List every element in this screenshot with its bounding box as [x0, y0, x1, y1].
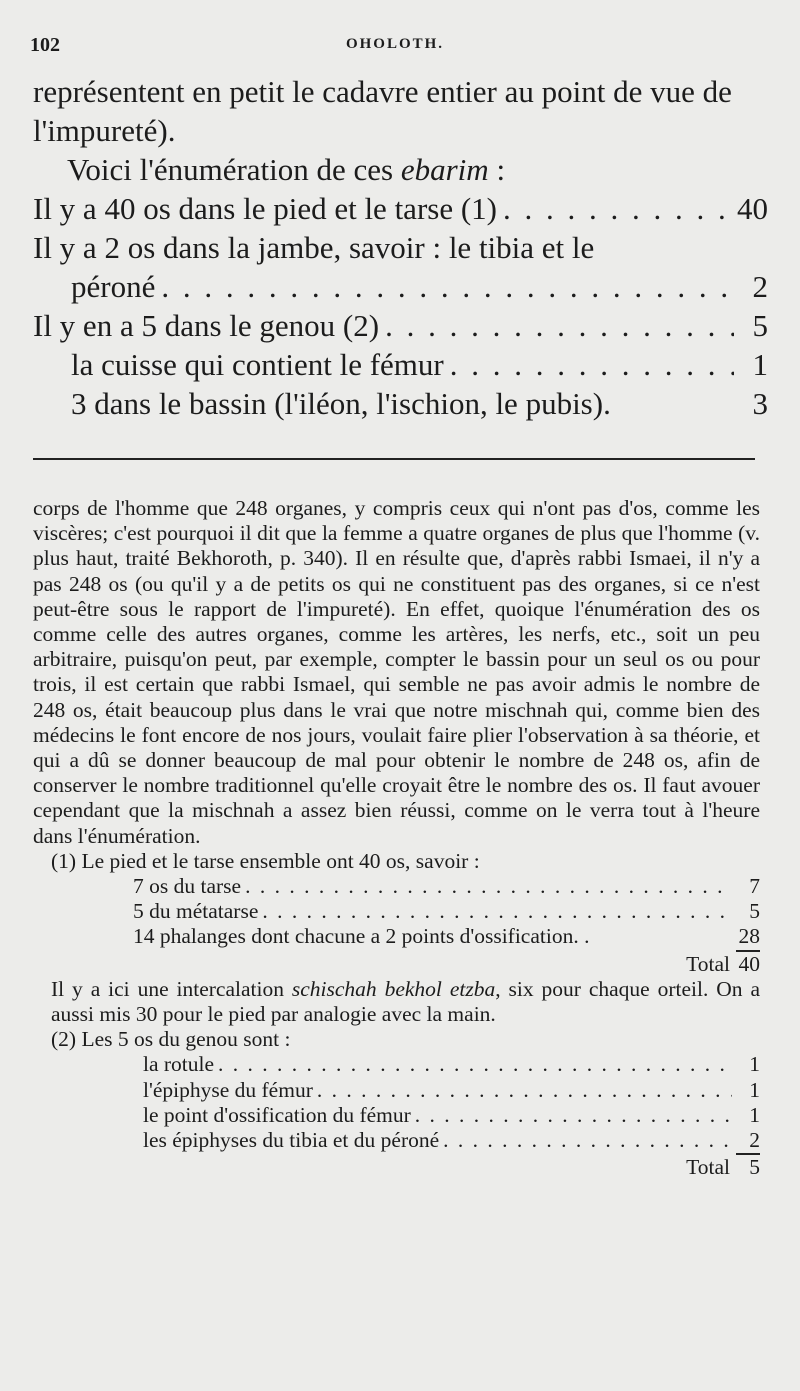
- footnote-continuation: corps de l'homme que 248 organes, y compris ceux qui n'ont pas d'os, comme les viscères; c'est pourquoi il dit que la femme a quatre organes de plus que l'homme (v. plus haut, traité Bekhoroth, p. 340). Il en résulte que, d'après rabbi Ismaei, il n'y a pas 248 os (ou qu'il y a de petits os qui ne constituent pas des organes, si ce n'est peut-être sous le rapport de l'impureté). En effet, quoique l'énumération des os comme celle des autres organes, comme les artères, les nerfs, etc., soit un peu arbitraire, puisqu'on peut, par exemple, compter le bassin pour un seul os ou pour trois, il est certain que rabbi Ismael, qui semble ne pas avoir admis le nombre de 248 os, était beaucoup plus dans le vrai que notre mischnah qui, comme bien des médecins le font encore de nos jours, voulait faire plier l'observation à sa théorie, et qui a dû se donner beaucoup de mal pour obtenir le nombre de 248 os, afin de conserver le nombre traditionnel qu'elle croyait être le nombre des os. Il faut avouer cependant que la mischnah a assez bien réussi, comme on le verra tout à l'heure dans l'énumération.: [33, 496, 760, 848]
- row-value: 1: [749, 1102, 760, 1127]
- footnotes: [33, 496, 760, 1180]
- row-value: 28: [738, 924, 760, 949]
- footnote-row: [33, 874, 760, 899]
- dot-leader: [161, 267, 734, 306]
- row-label: péroné: [71, 269, 156, 304]
- total-value: 5: [736, 1153, 760, 1180]
- footnote-total-row: [33, 950, 760, 977]
- row-value: 3: [752, 386, 768, 421]
- note-italic-term: schischah bekhol etzba: [291, 976, 496, 1001]
- row-value: 1: [749, 1077, 760, 1102]
- main-text: [33, 72, 768, 423]
- dot-leader: [443, 1128, 732, 1153]
- footnote-divider: [33, 458, 755, 460]
- row-label: 14 phalanges dont chacune a 2 points d'ossification. .: [133, 924, 590, 949]
- footnote-row: [33, 1052, 760, 1077]
- footnote-row: [33, 1128, 760, 1153]
- row-value: 5: [749, 899, 760, 924]
- row-label: 7 os du tarse: [133, 874, 242, 899]
- footnote-total-row: [33, 1153, 760, 1180]
- bone-count-row: [33, 228, 768, 267]
- bone-count-row: [33, 267, 768, 306]
- dot-leader: [317, 1078, 732, 1103]
- row-value: 1: [752, 347, 768, 382]
- row-value: 2: [749, 1128, 760, 1153]
- dot-leader: [385, 306, 734, 345]
- footnote-row: [33, 1078, 760, 1103]
- bone-count-row: [33, 189, 768, 228]
- row-label: Il y a 2 os dans la jambe, savoir : le tibia et le: [33, 230, 595, 265]
- row-value: 40: [737, 191, 768, 226]
- dot-leader: [245, 874, 732, 899]
- total-label: Total: [686, 951, 730, 976]
- row-value: 2: [752, 269, 768, 304]
- note-text-suffix: , six pour chaque orteil. On a aussi mis 30 pour le pied par analogie avec la main.: [51, 976, 760, 1027]
- row-value: 7: [749, 874, 760, 899]
- row-value: 5: [752, 308, 768, 343]
- footnote-1-text: [33, 977, 760, 1027]
- intro-suffix: :: [488, 152, 506, 187]
- row-label: les épiphyses du tibia et du péroné: [143, 1128, 440, 1153]
- footnote-row: [33, 1103, 760, 1128]
- row-label: la cuisse qui contient le fémur: [71, 347, 444, 382]
- dot-leader: [503, 189, 731, 228]
- intro-text: Voici l'énumération de ces: [67, 152, 401, 187]
- total-label: Total: [686, 1155, 730, 1180]
- running-title: OHOLOTH.: [345, 36, 445, 52]
- page-header: [30, 34, 760, 60]
- row-label: Il y a 40 os dans le pied et le tarse (1): [33, 191, 497, 226]
- footnote-row: [33, 899, 760, 924]
- dot-leader: [218, 1052, 732, 1077]
- footnote-1-intro: (1) Le pied et le tarse ensemble ont 40 os, savoir :: [51, 848, 480, 873]
- row-label: le point d'ossification du fémur: [143, 1102, 411, 1127]
- footnote-row: [33, 924, 760, 949]
- bone-count-row: [33, 345, 768, 384]
- row-label: 3 dans le bassin (l'iléon, l'ischion, le pubis).: [71, 386, 611, 421]
- dot-leader: [415, 1103, 732, 1128]
- note-text: Il y a ici une intercalation: [51, 976, 292, 1001]
- row-label: la rotule: [143, 1052, 215, 1077]
- row-label: Il y en a 5 dans le genou (2): [33, 308, 380, 343]
- dot-leader: [450, 345, 734, 384]
- page-number: 102: [30, 34, 60, 56]
- dot-leader: [262, 899, 732, 924]
- paragraph-continuation: représentent en petit le cadavre entier au point de vue de l'impureté).: [33, 74, 732, 148]
- intro-italic-term: ebarim: [400, 152, 489, 187]
- row-label: l'épiphyse du fémur: [143, 1077, 313, 1102]
- footnote-2-intro: (2) Les 5 os du genou sont :: [51, 1027, 291, 1052]
- row-label: 5 du métatarse: [133, 899, 259, 924]
- bone-count-row: [33, 306, 768, 345]
- total-value: 40: [736, 950, 760, 977]
- row-value: 1: [749, 1052, 760, 1077]
- bone-count-row: [33, 384, 768, 423]
- enumeration-intro: [33, 150, 768, 189]
